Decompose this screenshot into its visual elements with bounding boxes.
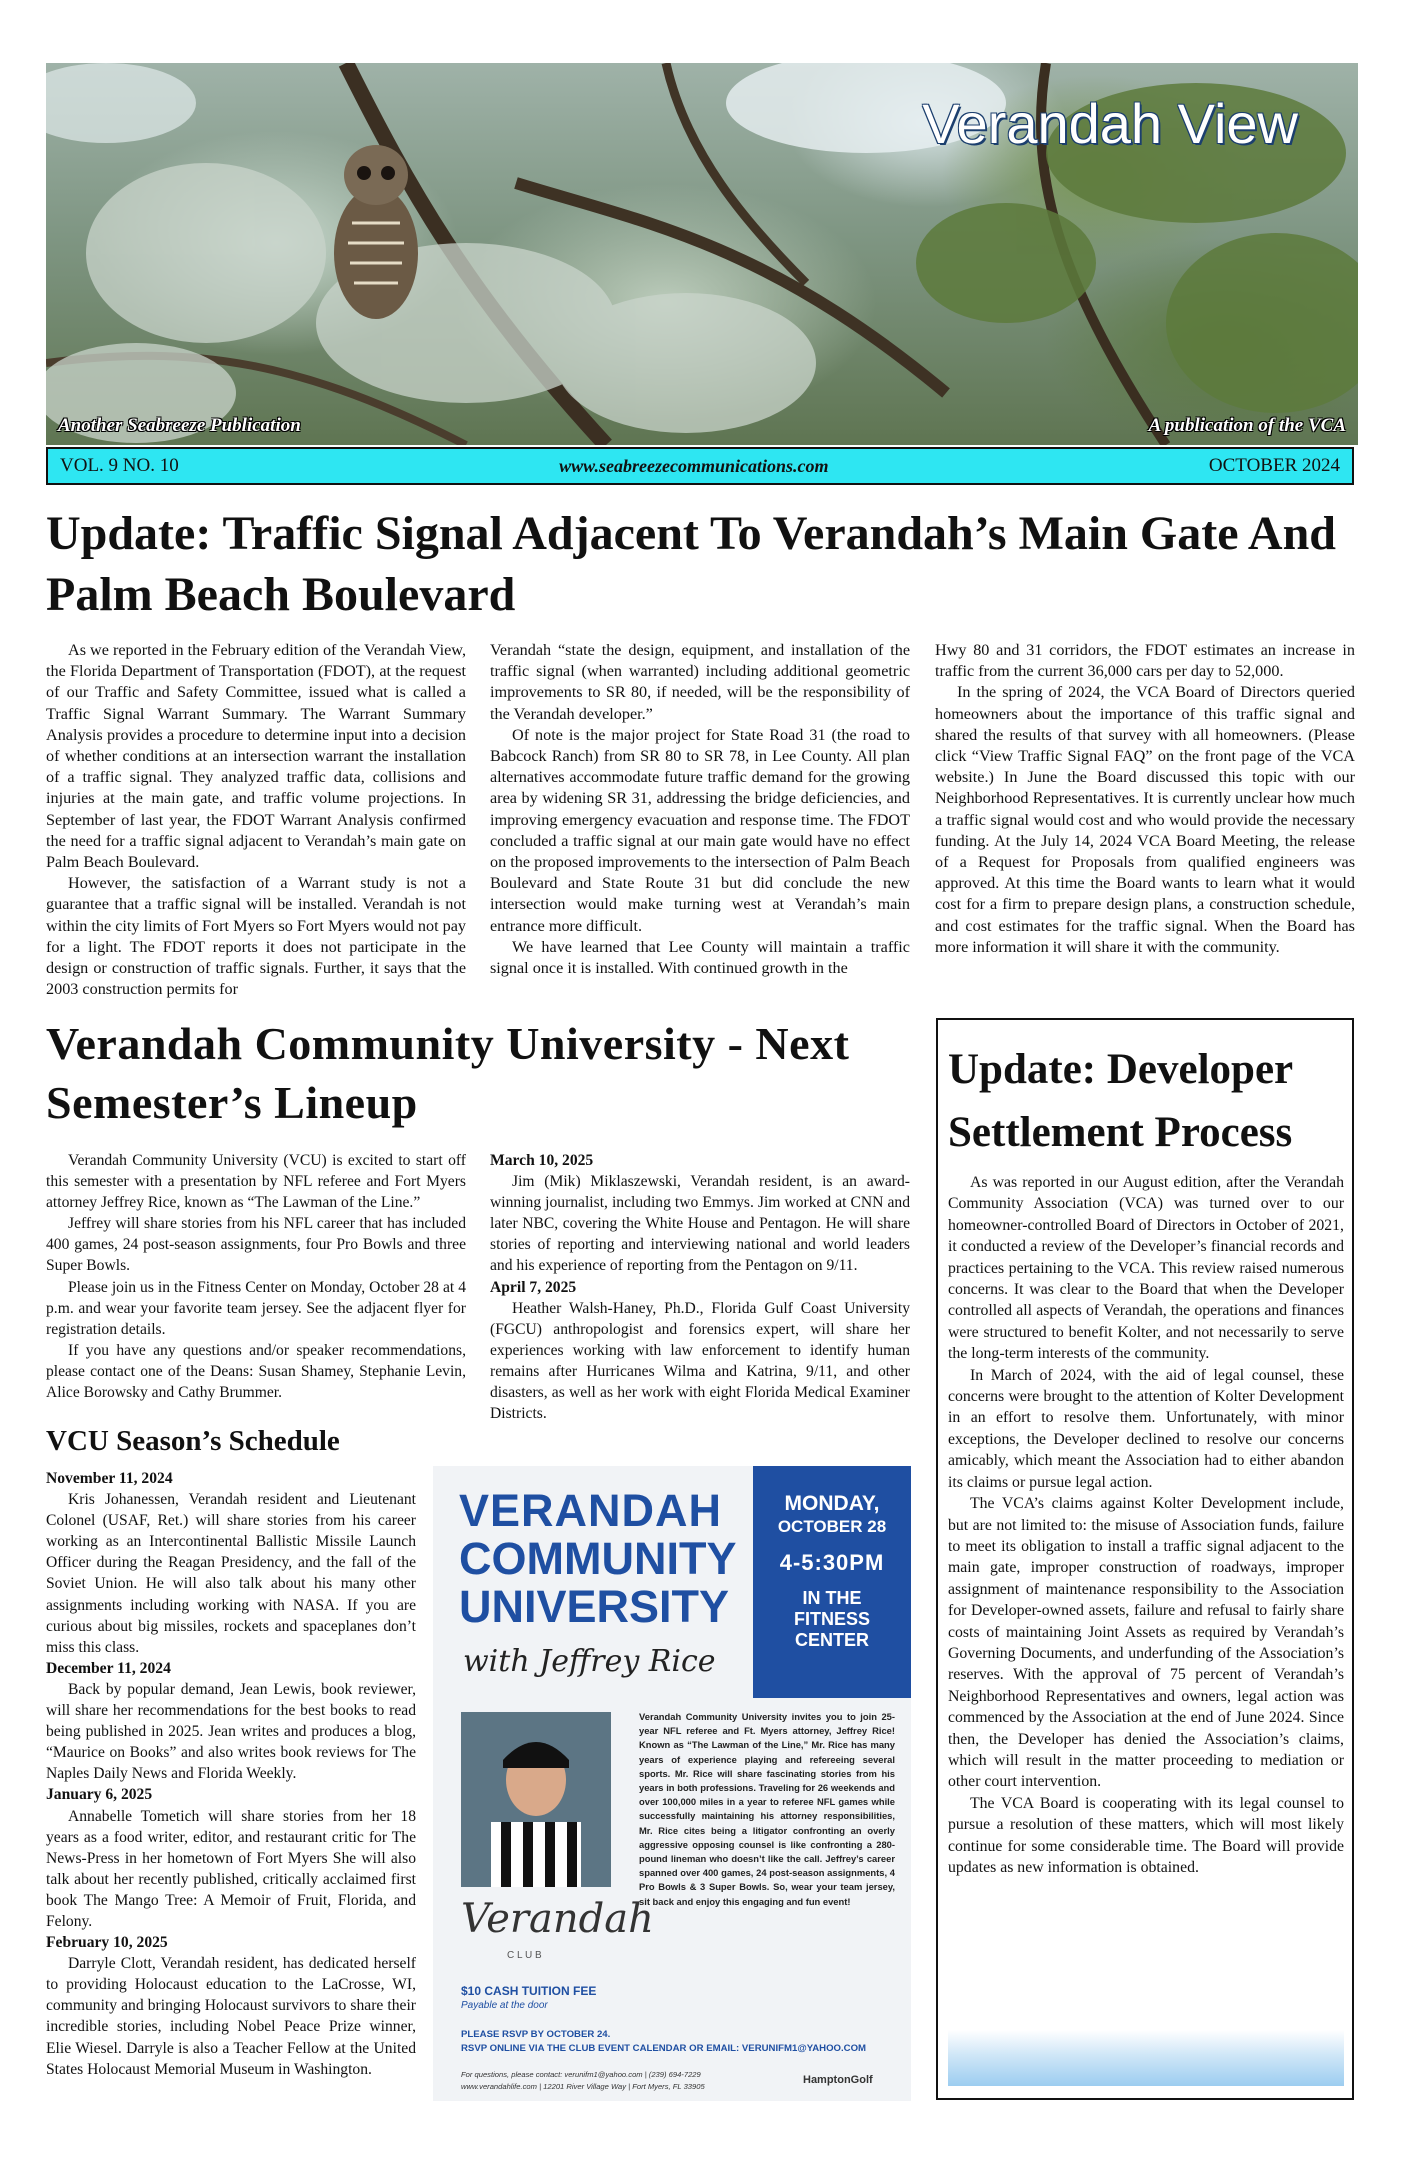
flyer-fee: $10 CASH TUITION FEE [461, 1984, 597, 1998]
traffic-column-3 [935, 640, 1355, 958]
traffic-column-2 [490, 640, 910, 979]
schedule-text: Heather Walsh-Haney, Ph.D., Florida Gulf Coast University (FGCU) anthropologist and forensics expert, will share her experiences working with law enforcement to identify human remains after Hurricanes Wilma and Katrina, 9/11, and other disasters, as well as her work with eight Florida Medical Examiner Districts. [490, 1299, 910, 1423]
flyer-location-1: IN THE [802, 1588, 862, 1608]
flyer-day: MONDAY, [784, 1492, 880, 1515]
traffic-headline: Update: Traffic Signal Adjacent To Verandah’s Main Gate And Palm Beach Boulevard [46, 507, 1336, 622]
traffic-paragraph: Of note is the major project for State Road 31 (the road to Babcock Ranch) from SR 80 to SR 78, in Lee County. All plan alternatives accommodate future traffic demand for the growing area by widening SR 31, addressing the bridge deficiencies, and improving emergency evacuation and response time. The FDOT concluded a traffic signal at our main gate would have no effect on the proposed improvements to the intersection of Palm Beach Boulevard and State Route 31 but did conclude the new intersection would make turning west at Verandah’s main entrance more difficult. [490, 725, 910, 935]
verandah-club-logo-sub: C L U B [507, 1950, 542, 1961]
referee-photo [461, 1712, 611, 1887]
traffic-column-1 [46, 640, 466, 1000]
vcu-paragraph: Verandah Community University (VCU) is excited to start off this semester with a presentation by NFL referee and Fort Myers attorney Jeffrey Rice, known as “The Lawman of the Line.” [46, 1152, 466, 1212]
schedule-date: April 7, 2025 [490, 1278, 577, 1296]
schedule-date: January 6, 2025 [46, 1786, 153, 1804]
decorative-gradient-strip [948, 2030, 1344, 2086]
schedule-date: November 11, 2024 [46, 1470, 173, 1487]
flyer-date: OCTOBER 28 [777, 1517, 887, 1536]
flyer-with-name: with Jeffrey Rice [463, 1644, 716, 1679]
flyer-title-line1: VERANDAH [459, 1485, 723, 1536]
schedule-date: December 11, 2024 [46, 1659, 171, 1677]
verandah-club-logo: Verandah [461, 1896, 654, 1942]
flyer-location-2: FITNESS [793, 1609, 870, 1629]
settlement-paragraph: As was reported in our August edition, after the Verandah Community Association (VCA) was turned over to our homeowner-controlled Board of Directors in October of 2021, it conducted a review of the Developer’s financial records and practices pertaining to the VCA. This review raised numerous concerns. It was clear to the Board that when the Developer controlled all aspects of Verandah, the operations and finances were structured to benefit Kolter, and not necessarily to serve the long-term interests of the community. [948, 1174, 1344, 1363]
flyer-description: Verandah Community University invites you to join 25-year NFL referee and Ft. Myers attorney, Jeffrey Rice! Known as “The Lawman of the Line,” Mr. Rice has many years of experience playing and refereeing several sports. Mr. Rice will share fascinating stories from his years in both professions. Traveling for 26 weekends and over 100,000 miles in a year to referee NFL games while successfully maintaining his attorney responsibilities, Mr. Rice cites being a litigator confronting an overly aggressive opposing counsel is like confronting a 280-pound lineman who doesn’t like the call. Jeffrey’s career spanned over 400 games, 24 post-season assignments, 4 Pro Bowls & 3 Super Bowls. So, wear your team jersey, sit back and enjoy this engaging and fun event! [639, 1711, 895, 1907]
flyer-contact-line-2: www.verandahlife.com | 12201 River Village Way | Fort Myers, FL 33905 [461, 2082, 705, 2091]
masthead-title: Verandah View [922, 92, 1298, 155]
vcu-intro-column [46, 1150, 466, 1403]
schedule-text: Jim (Mik) Miklaszewski, Verandah resident, is an award-winning journalist, including two Emmys. Jim worked at CNN and later NBC, covering the White House and Pentagon. He will share stories of reporting and interviewing national and world leaders and his experience of reporting from the Pentagon on 9/11. [490, 1173, 910, 1275]
tagline-left: Another Seabreeze Publication [58, 415, 301, 436]
flyer-title-line3: UNIVERSITY [459, 1581, 730, 1632]
traffic-paragraph: Hwy 80 and 31 corridors, the FDOT estimates an increase in traffic from the current 36,000 cars per day to 52,000. [935, 641, 1355, 681]
schedule-column [46, 1468, 416, 2080]
schedule-text: Darryle Clott, Verandah resident, has dedicated herself to providing Holocaust education to the LaCrosse, WI, community and bringing Holocaust survivors to share their incredible stories, including Nobel Peace Prize winner, Elie Wiesel. Darryle is also a Teacher Fellow at the United States Holocaust Memorial Museum in Washington. [46, 1955, 416, 2078]
vcu-event-flyer [433, 1466, 911, 2101]
schedule-date: March 10, 2025 [490, 1152, 594, 1169]
traffic-paragraph: We have learned that Lee County will maintain a traffic signal once it is installed. With continued growth in the [490, 937, 910, 978]
vcu-paragraph: Jeffrey will share stories from his NFL career that has included 400 games, 24 post-season assignments, four Pro Bowls and three Super Bowls. [46, 1215, 466, 1275]
flyer-time: 4-5:30PM [779, 1550, 885, 1575]
vcu-paragraph: If you have any questions and/or speaker recommendations, please contact one of the Deans: Susan Shamey, Stephanie Levin, Alice Borowsky and Cathy Brummer. [46, 1341, 466, 1402]
settlement-paragraph: The VCA’s claims against Kolter Development include, but are not limited to: the misuse of Association funds, failure to meet its obligation to install a traffic signal adjacent to the main gate, improper construction of roadways, improper assignment of maintenance responsibility to the Association for Developer-owned assets, failure and refusal to fairly share costs of maintaining Joint Assets as required by Verandah’s Governing Documents, and underfunding of the Association’s reserves. With the approval of 75 percent of Verandah’s Neighborhood Representatives and owners, legal action was commenced by the Association at the end of June 2024. Since then, the Developer has denied the Association’s claims, which will result in the matter proceeding to mediation or other court intervention. [948, 1495, 1344, 1791]
issue-date: OCTOBER 2024 [1208, 455, 1340, 476]
schedule-text: Kris Johanessen, Verandah resident and Lieutenant Colonel (USAF, Ret.) will share stories from his career working as an Intercontinental Ballistic Missile Launch Officer during the Reagan Presidency, and the fall of the Soviet Union. He will also talk about his many other assignments including working with NASA. If you are curious about big missiles, rockets and spaceplanes don’t miss this class. [46, 1491, 416, 1656]
issue-info-bar [46, 447, 1354, 485]
traffic-paragraph: Verandah “state the design, equipment, and installation of the traffic signal (when warranted) including additional geometric improvements to SR 80, if needed, will be the responsibility of the Verandah developer.” [490, 641, 910, 723]
traffic-paragraph: In the spring of 2024, the VCA Board of Directors queried homeowners about the importance of this traffic signal and shared the results of that survey with all homeowners. (Please click “View Traffic Signal FAQ” on the front page of the VCA website.) In June the Board discussed this topic with our Neighborhood Representatives. It is currently unclear how much a traffic signal would cost and who would provide the necessary funding. At the July 14, 2024 VCA Board Meeting, the release of a Request for Proposals from qualified engineers was approved. At this time the Board wants to learn what it would cost for a firm to prepare design plans, a construction schedule, and cost estimates for the traffic signal. When the Board has more information it will share it with the community. [935, 683, 1355, 956]
flyer-fee-note: Payable at the door [461, 2000, 548, 2011]
website-link[interactable]: www.seabreezecommunications.com [559, 455, 829, 476]
flyer-rsvp-instructions: RSVP ONLINE VIA THE CLUB EVENT CALENDAR OR EMAIL: VERUNIFM1@YAHOO.COM [461, 2043, 867, 2054]
flyer-contact-line-1: For questions, please contact: verunifm1@yahoo.com | (239) 694-7229 [461, 2070, 701, 2079]
settlement-paragraph: In March of 2024, with the aid of legal counsel, these concerns were brought to the attention of Kolter Development in an effort to resolve them. Unfortunately, with minor exceptions, the Developer declined to resolve our concerns amicably, which meant the Association had to either abandon its claims or pursue legal action. [948, 1366, 1344, 1491]
schedule-column-2 [490, 1150, 910, 1424]
vcu-headline: Verandah Community University - Next Semester’s Lineup [46, 1018, 850, 1128]
settlement-headline: Update: Developer Settlement Process [948, 1046, 1293, 1156]
hampton-golf-logo: HamptonGolf [803, 2074, 873, 2086]
settlement-paragraph: The VCA Board is cooperating with its legal counsel to pursue a resolution of these matters, which will most likely continue for some considerable time. The Board will provide updates as new information is obtained. [948, 1794, 1344, 1876]
schedule-heading: VCU Season’s Schedule [46, 1425, 340, 1457]
schedule-text: Back by popular demand, Jean Lewis, book reviewer, will share her recommendations for the best books to read being published in 2025. Jean writes and produces a blog, “Maurice on Books” and also writes book reviews for The Naples Daily News and Florida Weekly. [46, 1680, 416, 1783]
flyer-rsvp-deadline: PLEASE RSVP BY OCTOBER 24. [461, 2029, 611, 2040]
volume-number: VOL. 9 NO. 10 [60, 455, 179, 476]
schedule-date: February 10, 2025 [46, 1934, 168, 1952]
traffic-paragraph: However, the satisfaction of a Warrant study is not a guarantee that a traffic signal will be installed. Verandah is not within the city limits of Fort Myers so Fort Myers would not pay for a light. The FDOT reports it does not participate in the design or construction of traffic signals. Further, it says that the 2003 construction permits for [46, 874, 466, 999]
traffic-paragraph: As we reported in the February edition of the Verandah View, the Florida Department of Transportation (FDOT), at the request of our Traffic and Safety Committee, issued what is called a Traffic Signal Warrant Summary. The Warrant Summary Analysis provides a procedure to determine input into a decision of whether conditions at an intersection warrant the installation of a traffic signal. They analyzed traffic data, collisions and injuries at the main gate, and traffic volume projections. In September of last year, the FDOT Warrant Analysis confirmed the need for a traffic signal adjacent to Verandah’s main gate on Palm Beach Boulevard. [46, 641, 466, 872]
flyer-date-box [753, 1466, 911, 1698]
flyer-title-line2: COMMUNITY [459, 1533, 737, 1584]
flyer-location-3: CENTER [794, 1630, 869, 1650]
settlement-body [948, 1172, 1344, 1878]
schedule-text: Annabelle Tometich will share stories from her 18 years as a food writer, editor, and restaurant critic for The News-Press in her hometown of Fort Myers She will also talk about her recently published, critically acclaimed first book The Mango Tree: A Memoir of Fruit, Florida, and Felony. [46, 1807, 416, 1930]
tagline-right: A publication of the VCA [1148, 415, 1346, 436]
settlement-article-box [936, 1018, 1354, 2100]
vcu-paragraph: Please join us in the Fitness Center on Monday, October 28 at 4 p.m. and wear your favorite team jersey. See the adjacent flyer for registration details. [46, 1278, 466, 1338]
masthead-photo [46, 63, 1358, 445]
